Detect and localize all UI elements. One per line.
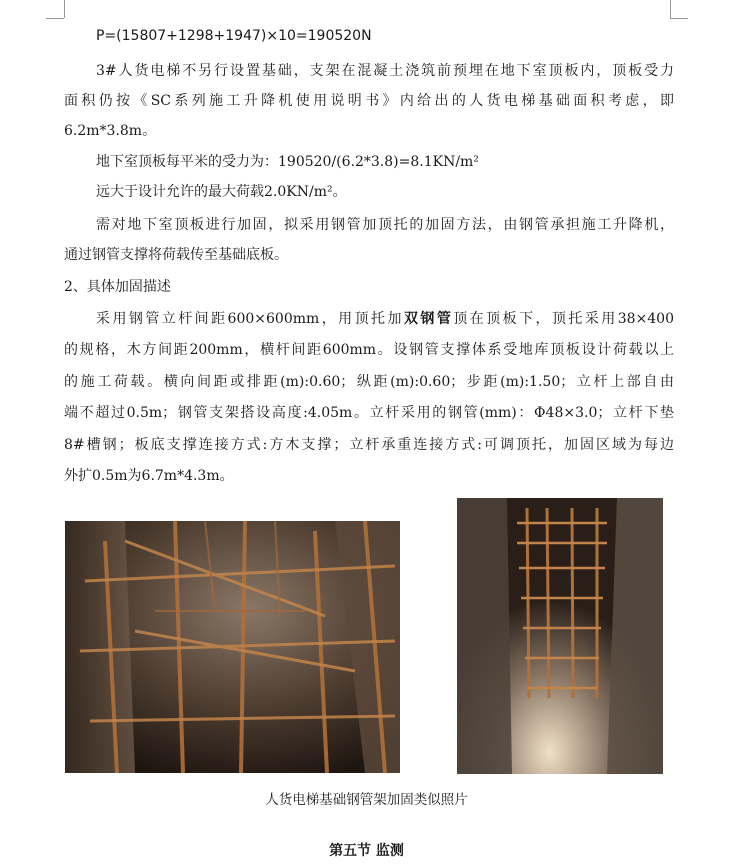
paragraph-line: 地下室顶板每平米的受力为：190520/(6.2*3.8)=8.1KN/m² bbox=[96, 154, 479, 170]
section-heading: 2、具体加固描述 bbox=[64, 279, 171, 295]
text-run: 顶在顶板下，顶托采用38×400 bbox=[453, 311, 675, 327]
paragraph-line: 3#人货电梯不另行设置基础，支架在混凝土浇筑前预埋在地下室顶板内，顶板受力 bbox=[96, 63, 674, 79]
paragraph-line: 远大于设计允许的最大荷载2.0KN/m²。 bbox=[96, 184, 347, 200]
load-formula: P=(15807+1298+1947)×10=190520N bbox=[96, 28, 372, 44]
scaffold-photo-right bbox=[457, 498, 663, 774]
crop-mark-top-right bbox=[670, 0, 671, 18]
crop-mark-top-left-h bbox=[46, 18, 64, 19]
paragraph-line: 外扩0.5m为6.7m*4.3m。 bbox=[64, 468, 234, 484]
crop-mark-top-left bbox=[64, 0, 65, 18]
next-section-heading: 第五节 监测 bbox=[329, 843, 404, 859]
crop-mark-top-right-h bbox=[670, 18, 688, 19]
paragraph-line bbox=[96, 309, 674, 329]
bold-term: 双钢管 bbox=[403, 311, 454, 327]
paragraph-line: 的规格，木方间距200mm，横杆间距600mm。设钢管支撑体系受地库顶板设计荷载以上 bbox=[64, 342, 674, 358]
photo-caption: 人货电梯基础钢管架加固类似照片 bbox=[265, 792, 468, 808]
paragraph-line: 通过钢管支撑将荷载传至基础底板。 bbox=[64, 247, 288, 263]
paragraph-line: 端不超过0.5m；钢管支架搭设高度:4.05m。立杆采用的钢管(mm)：Φ48×3.0；立杆下垫 bbox=[64, 405, 674, 421]
scaffold-photo-left bbox=[65, 521, 400, 773]
text-run: 采用钢管立杆间距600×600mm，用顶托加 bbox=[96, 311, 404, 327]
paragraph-line: 6.2m*3.8m。 bbox=[64, 123, 157, 139]
paragraph-line: 8#槽钢；板底支撑连接方式:方木支撑；立杆承重连接方式:可调顶托，加固区域为每边 bbox=[64, 437, 674, 453]
paragraph-line: 的施工荷载。横向间距或排距(m):0.60；纵距(m):0.60；步距(m):1.50；立杆上部自由 bbox=[64, 374, 674, 390]
paragraph-line: 面积仍按《SC系列施工升降机使用说明书》内给出的人货电梯基础面积考虑，即 bbox=[64, 93, 674, 109]
paragraph-line: 需对地下室顶板进行加固，拟采用钢管加顶托的加固方法，由钢管承担施工升降机， bbox=[96, 217, 674, 233]
